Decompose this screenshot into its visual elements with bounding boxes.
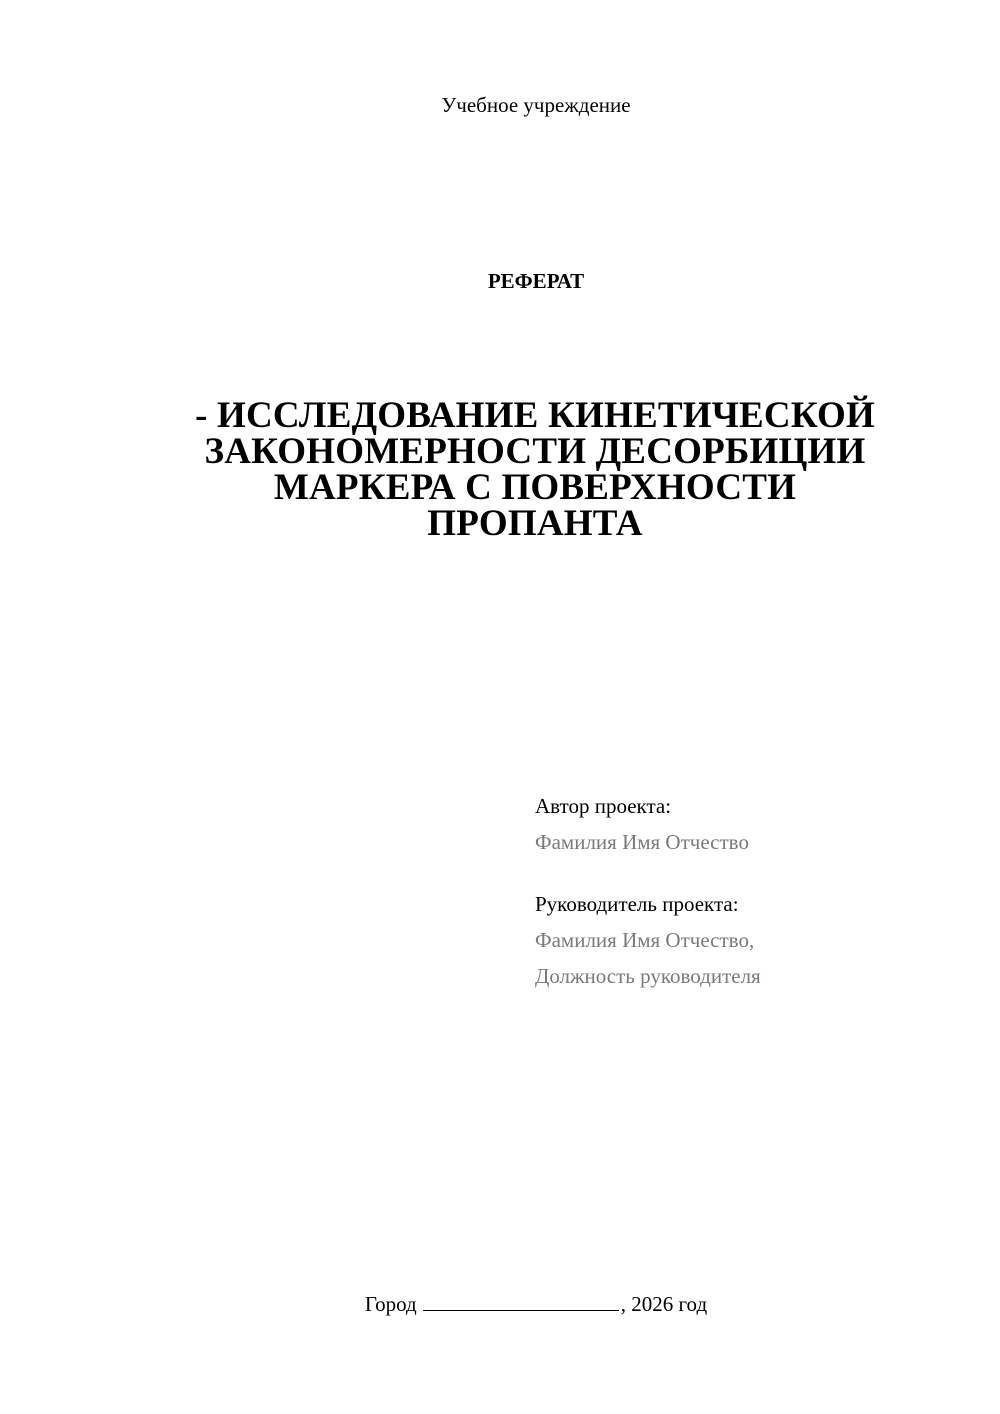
topic-line: ПРОПАНТА	[427, 503, 643, 544]
city-label: Город	[364, 1292, 417, 1316]
topic-line: ЗАКОНОМЕРНОСТИ ДЕСОРБИЦИИ	[204, 431, 866, 472]
topic-line: - ИССЛЕДОВАНИЕ КИНЕТИЧЕСКОЙ	[195, 395, 875, 436]
institution-name: Учебное учреждение	[441, 93, 631, 117]
city-blank-line	[423, 1290, 619, 1311]
topic-title	[170, 395, 900, 544]
author-label: Автор проекта:	[535, 794, 672, 818]
supervisor-name: Фамилия Имя Отчество,	[535, 928, 755, 952]
supervisor-label: Руководитель проекта:	[535, 892, 739, 916]
author-name: Фамилия Имя Отчество	[535, 830, 749, 854]
supervisor-position: Должность руководителя	[535, 964, 761, 988]
topic-line: МАРКЕРА С ПОВЕРХНОСТИ	[273, 467, 797, 508]
roles-spacer	[535, 860, 975, 886]
year-text: , 2026 год	[620, 1292, 708, 1316]
roles-block	[535, 788, 975, 994]
document-type: РЕФЕРАТ	[487, 269, 585, 293]
city-year-line	[0, 1290, 1000, 1318]
